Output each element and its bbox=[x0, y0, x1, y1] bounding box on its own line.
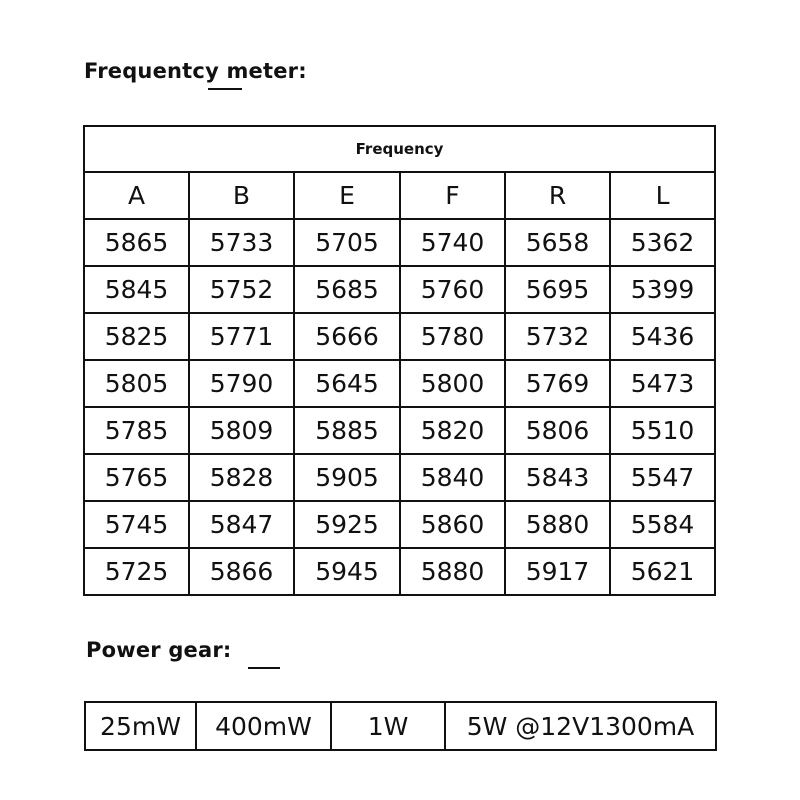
frequency-cell: 5769 bbox=[505, 360, 610, 407]
table-row bbox=[84, 548, 715, 595]
frequency-table-body bbox=[84, 219, 715, 595]
frequency-cell: 5905 bbox=[294, 454, 400, 501]
frequency-cell: 5880 bbox=[505, 501, 610, 548]
frequency-cell: 5547 bbox=[610, 454, 715, 501]
power-gear-option: 5W @12V1300mA bbox=[445, 702, 716, 750]
column-header-a: A bbox=[84, 172, 189, 219]
power-gear-option: 1W bbox=[331, 702, 445, 750]
frequency-cell: 5809 bbox=[189, 407, 294, 454]
column-header-l: L bbox=[610, 172, 715, 219]
frequency-cell: 5917 bbox=[505, 548, 610, 595]
column-header-r: R bbox=[505, 172, 610, 219]
frequency-cell: 5765 bbox=[84, 454, 189, 501]
table-row bbox=[84, 313, 715, 360]
frequency-cell: 5847 bbox=[189, 501, 294, 548]
power-gear-option: 25mW bbox=[85, 702, 196, 750]
frequency-cell: 5436 bbox=[610, 313, 715, 360]
frequency-cell: 5805 bbox=[84, 360, 189, 407]
frequency-cell: 5843 bbox=[505, 454, 610, 501]
frequency-cell: 5645 bbox=[294, 360, 400, 407]
column-header-e: E bbox=[294, 172, 400, 219]
frequency-cell: 5733 bbox=[189, 219, 294, 266]
table-row bbox=[84, 360, 715, 407]
frequency-cell: 5760 bbox=[400, 266, 505, 313]
frequency-cell: 5865 bbox=[84, 219, 189, 266]
frequency-cell: 5695 bbox=[505, 266, 610, 313]
frequency-cell: 5800 bbox=[400, 360, 505, 407]
frequency-cell: 5806 bbox=[505, 407, 610, 454]
frequency-cell: 5885 bbox=[294, 407, 400, 454]
frequency-cell: 5790 bbox=[189, 360, 294, 407]
frequency-heading-underline bbox=[208, 88, 242, 90]
frequency-cell: 5825 bbox=[84, 313, 189, 360]
frequency-cell: 5584 bbox=[610, 501, 715, 548]
frequency-cell: 5785 bbox=[84, 407, 189, 454]
frequency-cell: 5740 bbox=[400, 219, 505, 266]
frequency-cell: 5705 bbox=[294, 219, 400, 266]
frequency-meter-heading: Frequentcy meter: bbox=[84, 59, 307, 83]
power-gear-table bbox=[84, 701, 717, 751]
frequency-cell: 5771 bbox=[189, 313, 294, 360]
frequency-cell: 5745 bbox=[84, 501, 189, 548]
frequency-cell: 5866 bbox=[189, 548, 294, 595]
column-header-b: B bbox=[189, 172, 294, 219]
frequency-cell: 5752 bbox=[189, 266, 294, 313]
frequency-cell: 5399 bbox=[610, 266, 715, 313]
frequency-cell: 5725 bbox=[84, 548, 189, 595]
frequency-cell: 5362 bbox=[610, 219, 715, 266]
table-row bbox=[84, 454, 715, 501]
power-gear-heading: Power gear: bbox=[86, 638, 232, 662]
frequency-cell: 5925 bbox=[294, 501, 400, 548]
power-heading-underline bbox=[248, 667, 280, 669]
frequency-cell: 5880 bbox=[400, 548, 505, 595]
table-row bbox=[84, 407, 715, 454]
power-gear-option: 400mW bbox=[196, 702, 331, 750]
frequency-cell: 5666 bbox=[294, 313, 400, 360]
frequency-cell: 5510 bbox=[610, 407, 715, 454]
frequency-cell: 5845 bbox=[84, 266, 189, 313]
table-row bbox=[84, 266, 715, 313]
frequency-cell: 5685 bbox=[294, 266, 400, 313]
table-row bbox=[84, 501, 715, 548]
frequency-cell: 5658 bbox=[505, 219, 610, 266]
column-header-f: F bbox=[400, 172, 505, 219]
power-gear-row bbox=[85, 702, 716, 750]
frequency-cell: 5621 bbox=[610, 548, 715, 595]
frequency-cell: 5860 bbox=[400, 501, 505, 548]
frequency-cell: 5820 bbox=[400, 407, 505, 454]
frequency-table-title: Frequency bbox=[84, 126, 715, 172]
frequency-cell: 5945 bbox=[294, 548, 400, 595]
frequency-cell: 5732 bbox=[505, 313, 610, 360]
table-row bbox=[84, 219, 715, 266]
frequency-column-header-row bbox=[84, 172, 715, 219]
frequency-cell: 5473 bbox=[610, 360, 715, 407]
frequency-cell: 5840 bbox=[400, 454, 505, 501]
frequency-cell: 5828 bbox=[189, 454, 294, 501]
frequency-table bbox=[83, 125, 716, 596]
frequency-cell: 5780 bbox=[400, 313, 505, 360]
